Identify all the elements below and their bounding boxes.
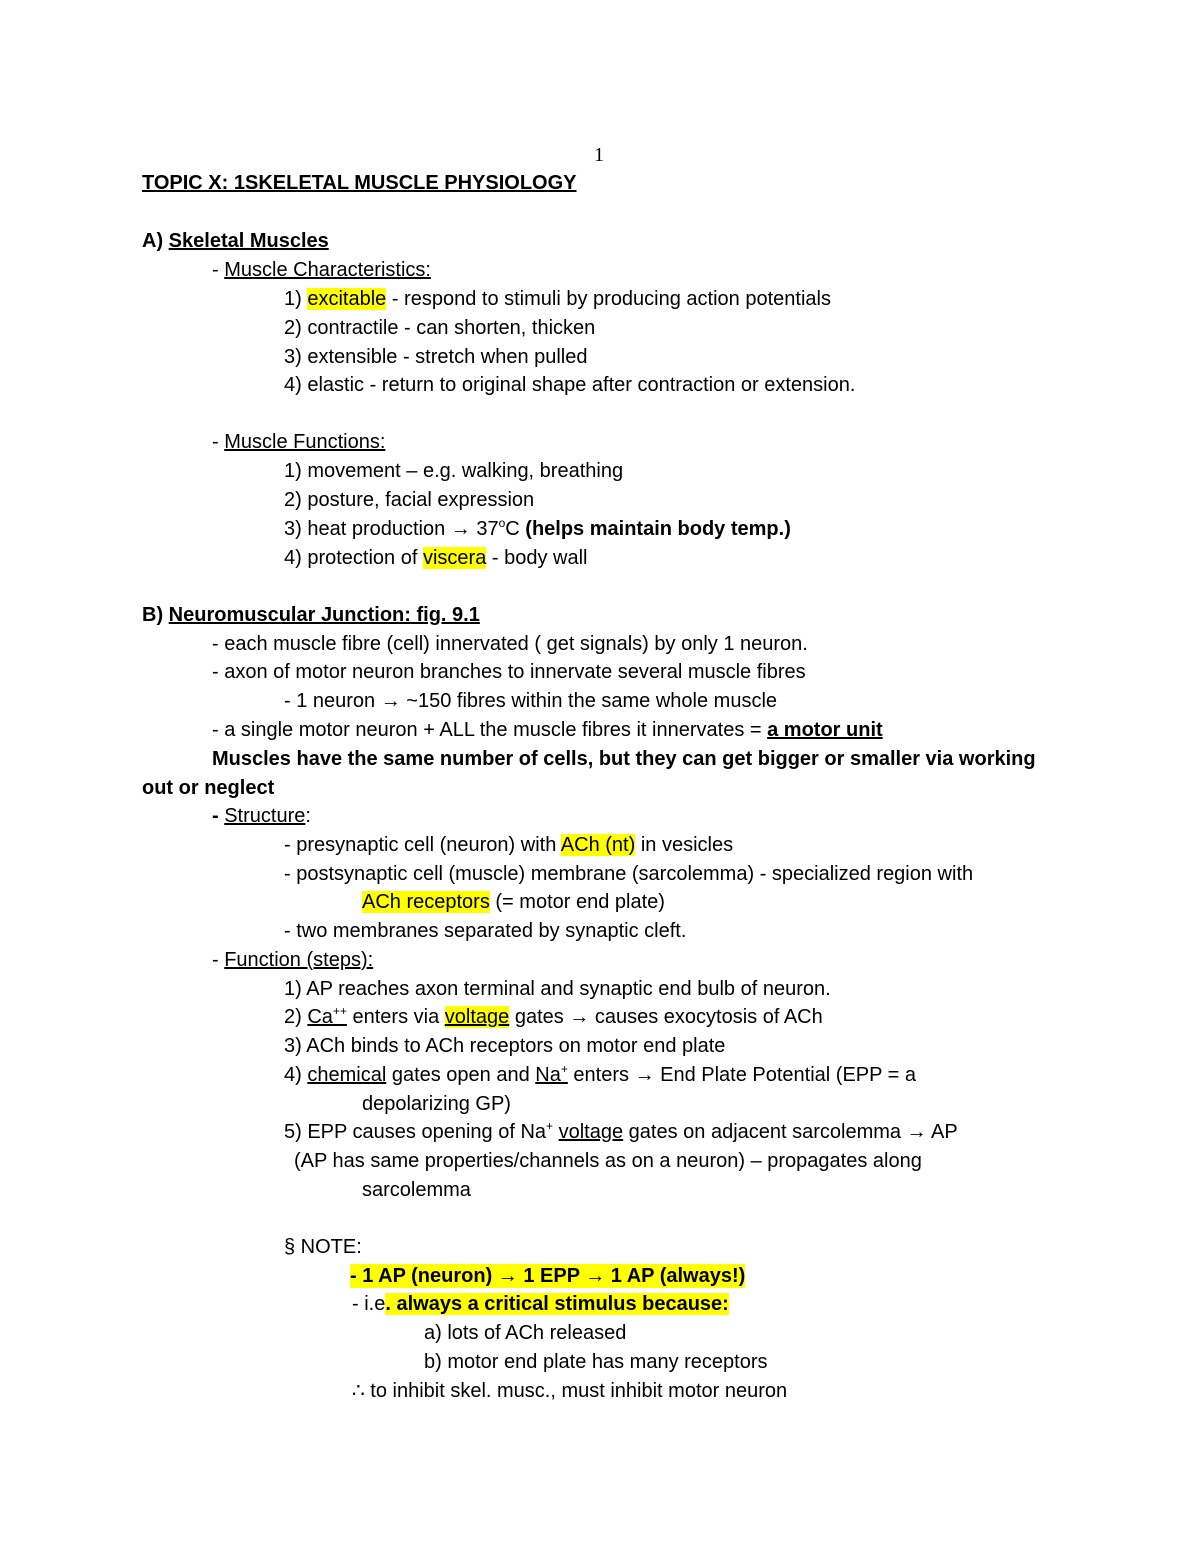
note-2-pre: - i.e — [352, 1293, 386, 1315]
step-2-post: gates → causes exocytosis of ACh — [509, 1006, 823, 1028]
nmj-line-2: - axon of motor neuron branches to innervate several muscle fibres — [212, 661, 806, 683]
step-5-pre: 5) EPP causes opening of Na — [284, 1121, 547, 1143]
section-a-heading — [142, 229, 329, 253]
bold-note-line-a: Muscles have the same number of cells, but they can get bigger or smaller via working — [212, 748, 1036, 770]
step-5-post: gates on adjacent sarcolemma → AP — [623, 1121, 958, 1143]
function-item-3 — [284, 517, 791, 541]
characteristic-1-rest: - respond to stimuli by producing action potentials — [386, 288, 831, 310]
structure-1-post: in vesicles — [635, 834, 734, 856]
nmj-line-4-pre: - a single motor neuron + ALL the muscle fibres it innervates = — [212, 719, 768, 741]
step-4-num: 4) — [284, 1064, 308, 1086]
step-2-num: 2) — [284, 1006, 308, 1028]
page-number: 1 — [594, 144, 604, 166]
note-2-highlight: . always a critical stimulus because: — [385, 1293, 729, 1315]
calcium-symbol: Ca — [307, 1006, 333, 1028]
function-3-pre: 3) heat production → 37 — [284, 518, 499, 540]
structure-3-post: (= motor end plate) — [489, 891, 665, 913]
characteristic-1-num: 1) — [284, 288, 308, 310]
note-heading: § NOTE: — [284, 1236, 362, 1258]
function-step-5-cont-2: sarcolemma — [362, 1179, 471, 1201]
function-4-pre: 4) protection of — [284, 547, 423, 569]
step-4-post: enters → End Plate Potential (EPP = a — [567, 1064, 917, 1086]
function-3-post: C — [505, 518, 526, 540]
structure-label: Structure — [224, 805, 306, 827]
characteristics-heading — [212, 258, 431, 282]
characteristic-item-4: 4) elastic - return to original shape after contraction or extension. — [284, 374, 856, 396]
section-b-title: Neuromuscular Junction: fig. 9.1 — [168, 604, 480, 626]
function-step-5-cont: (AP has same properties/channels as on a neuron) – propagates along — [294, 1150, 922, 1172]
voltage-term-2: voltage — [558, 1121, 624, 1143]
function-4-post: - body wall — [486, 547, 588, 569]
ach-nt-term: ACh (nt) — [560, 834, 636, 856]
bold-note-line-b: out or neglect — [142, 777, 275, 799]
note-line-3: a) lots of ACh released — [424, 1322, 627, 1344]
characteristic-item-2: 2) contractile - can shorten, thicken — [284, 317, 596, 339]
sodium-charge: + — [560, 1062, 568, 1076]
structure-item-4: - two membranes separated by synaptic cleft. — [284, 920, 687, 942]
sodium-symbol: Na — [535, 1064, 561, 1086]
functions-label: Muscle Functions: — [224, 431, 386, 453]
function-3-bold: (helps maintain body temp.) — [525, 518, 791, 540]
function-item-1: 1) movement – e.g. walking, breathing — [284, 460, 624, 482]
characteristics-label: Muscle Characteristics: — [224, 259, 431, 281]
characteristic-1-term: excitable — [307, 288, 387, 310]
nmj-line-3: - 1 neuron → ~150 fibres within the same whole muscle — [284, 690, 778, 712]
nmj-line-4 — [212, 718, 883, 742]
function-step-4-cont: depolarizing GP) — [362, 1093, 511, 1115]
function-item-4 — [284, 546, 587, 570]
section-b-heading — [142, 603, 480, 627]
section-a-title: Skeletal Muscles — [168, 230, 329, 252]
degree-superscript: o — [498, 516, 506, 530]
function-steps-dash: - — [212, 949, 225, 971]
structure-item-3 — [362, 890, 665, 914]
motor-unit-term: a motor unit — [767, 719, 883, 741]
structure-dash: - — [212, 805, 225, 827]
structure-item-1 — [284, 833, 733, 857]
function-step-5 — [284, 1120, 958, 1144]
function-steps-heading — [212, 948, 373, 972]
step-2-mid: enters via — [346, 1006, 445, 1028]
function-step-3: 3) ACh binds to ACh receptors on motor end plate — [284, 1035, 726, 1057]
characteristics-dash: - — [212, 259, 225, 281]
function-step-4 — [284, 1063, 916, 1087]
nmj-line-1: - each muscle fibre (cell) innervated ( get signals) by only 1 neuron. — [212, 633, 808, 655]
step-5-sup: + — [546, 1119, 554, 1133]
voltage-term: voltage — [444, 1006, 510, 1028]
step-4-mid: gates open and — [386, 1064, 536, 1086]
note-line-5: ∴ to inhibit skel. musc., must inhibit motor neuron — [352, 1380, 788, 1402]
structure-colon: : — [305, 805, 311, 827]
characteristic-item-3: 3) extensible - stretch when pulled — [284, 346, 588, 368]
calcium-charge: ++ — [332, 1004, 347, 1018]
note-line-2 — [352, 1292, 729, 1316]
note-line-4: b) motor end plate has many receptors — [424, 1351, 768, 1373]
note-line-1: - 1 AP (neuron) → 1 EPP → 1 AP (always!) — [350, 1265, 746, 1287]
chemical-term: chemical — [307, 1064, 387, 1086]
sodium-term — [535, 1064, 568, 1086]
ach-receptors-term: ACh receptors — [362, 891, 490, 913]
section-b-prefix: B) — [142, 604, 169, 626]
structure-item-2: - postsynaptic cell (muscle) membrane (sarcolemma) - specialized region with — [284, 863, 974, 885]
structure-1-pre: - presynaptic cell (neuron) with — [284, 834, 561, 856]
functions-dash: - — [212, 431, 225, 453]
characteristic-item-1 — [284, 287, 831, 311]
section-a-prefix: A) — [142, 230, 169, 252]
function-step-2 — [284, 1005, 823, 1029]
functions-heading — [212, 430, 385, 454]
function-step-1: 1) AP reaches axon terminal and synaptic end bulb of neuron. — [284, 978, 831, 1000]
function-4-term: viscera — [422, 547, 487, 569]
structure-heading — [212, 804, 311, 828]
function-item-2: 2) posture, facial expression — [284, 489, 535, 511]
calcium-term — [307, 1006, 347, 1028]
page-title: TOPIC X: 1SKELETAL MUSCLE PHYSIOLOGY — [142, 172, 577, 194]
function-steps-label: Function (steps): — [224, 949, 374, 971]
